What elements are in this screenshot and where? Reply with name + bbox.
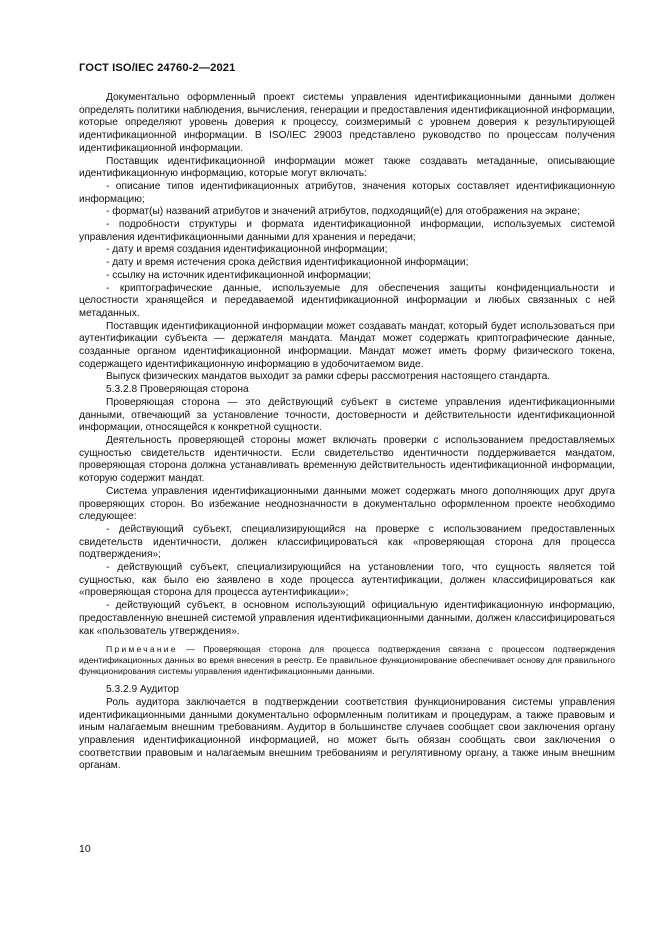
list-item-display-formats: - формат(ы) названий атрибутов и значений атрибутов, подходящий(е) для отображения на экране; bbox=[106, 206, 581, 218]
section-heading-auditor: 5.3.2.9 Аудитор bbox=[106, 684, 179, 696]
list-item-creation-date: - дату и время создания идентификационной информации; bbox=[106, 244, 388, 256]
paragraph-multiple-verifiers: Система управления идентификационными данными может содержать много дополняющих друг друга проверяющих сторон. Во избежание неоднозначности в документально оформленном проекте необходимо следующее: bbox=[79, 485, 615, 523]
list-item-structure-details: - подробности структуры и формата идентификационной информации, используемых системой управления идентификационными данными для хранения и передачи; bbox=[79, 219, 615, 243]
list-item-source-reference: - ссылку на источник идентификационной информации; bbox=[106, 269, 372, 281]
paragraph-verifier-definition: Проверяющая сторона — это действующий субъект в системе управления идентификационными данными, отвечающий за установление точности, достоверности и действительности идентификационной информации, относящейся к конкретной сущности. bbox=[79, 396, 615, 434]
list-item-proofing-verifier: - действующий субъект, специализирующийся на проверке с использованием предоставленных свидетельств идентичности, должен классифицироваться как «проверяющая сторона для процесса подтверждения»; bbox=[79, 523, 615, 561]
paragraph-physical-credentials: Выпуск физических мандатов выходит за рамки сферы рассмотрения настоящего стандарта. bbox=[106, 371, 551, 383]
paragraph-verifier-activity: Деятельность проверяющей стороны может включать проверки с использованием предоставляемых сущностью свидетельств идентичности. Если свидетельство идентичности поддерживается мандатом, проверяющая сторона должна устанавливать временную действительность идентификационной информации, которую содержит мандат. bbox=[79, 434, 615, 485]
list-item-authentication-verifier: - действующий субъект, специализирующийся на установлении того, что сущность является той сущностью, как было ею заявлено в ходе процесса аутентификации, должен классифицироваться как «проверяющая сторона для процесса аутентификации»; bbox=[79, 562, 615, 599]
page-number: 10 bbox=[79, 843, 91, 855]
paragraph-auditor-role: Роль аудитора заключается в подтверждении соответствия функционирования системы управления идентификационными данными документально оформленным политикам и процедурам, а также правовым и иным налагаемым внешним требованиям. Аудитор в большинстве случаев сообщает свои заключения органу управления идентификационной информацией, но может быть обязан сообщать свои заключения о соответствии правовым и налагаемым внешним требованиям и регулятивному органу, а также иным внешним органам. bbox=[79, 696, 615, 772]
note bbox=[79, 644, 615, 677]
list-item-attribute-types: - описание типов идентификационных атрибутов, значения которых составляет идентификационную информацию; bbox=[79, 180, 615, 205]
body-text bbox=[79, 92, 615, 773]
list-item-assertion-user: - действующий субъект, в основном использующий официальную идентификационную информацию, предоставленную внешней системой управления идентификационными данными, должен классифицироваться как «пользователь утверждения». bbox=[79, 600, 615, 637]
paragraph-design-policies: Документально оформленный проект системы управления идентификационными данными должен определять политики наблюдения, вычисления, генерации и предоставления идентификационной информации, которые определяют уровень доверия к процессу, соизмеримый с уровнем доверия к результирующей идентификационной информации. В ISO/IEC 29003 представлено руководство по процессам получения идентификационной информации. bbox=[79, 92, 615, 154]
section-heading-verifier: 5.3.2.8 Проверяющая сторона bbox=[106, 384, 249, 396]
standard-designation: ГОСТ ISO/IEC 24760-2—2021 bbox=[79, 62, 236, 74]
list-item-expiry-date: - дату и время истечения срока действия идентификационной информации; bbox=[106, 257, 469, 269]
list-item-crypto-data: - криптографические данные, используемые для обеспечения защиты конфиденциальности и целостности хранящейся и передаваемой идентификационной информации и любых связанных с ней метаданных. bbox=[79, 282, 615, 319]
paragraph-credential: Поставщик идентификационной информации может создавать мандат, который будет использоваться при аутентификации субъекта — держателя мандата. Мандат может содержать криптографические данные, созданные органом идентификационной информации. Мандат может иметь форму физического токена, содержащего идентификационную информацию в удобочитаемом виде. bbox=[79, 320, 615, 370]
paragraph-metadata-intro: Поставщик идентификационной информации может также создавать метаданные, описывающие идентификационную информацию, которые могут включать: bbox=[79, 155, 615, 180]
note-text: — Проверяющая сторона для процесса подтверждения связана с процессом подтверждения идентификационных данных во время внесения в реестр. Ее правильное функционирование обеспечивает основу для правильного функционирования системы управления идентификационными данными. bbox=[79, 644, 615, 677]
note-label: Примечание bbox=[106, 644, 178, 655]
